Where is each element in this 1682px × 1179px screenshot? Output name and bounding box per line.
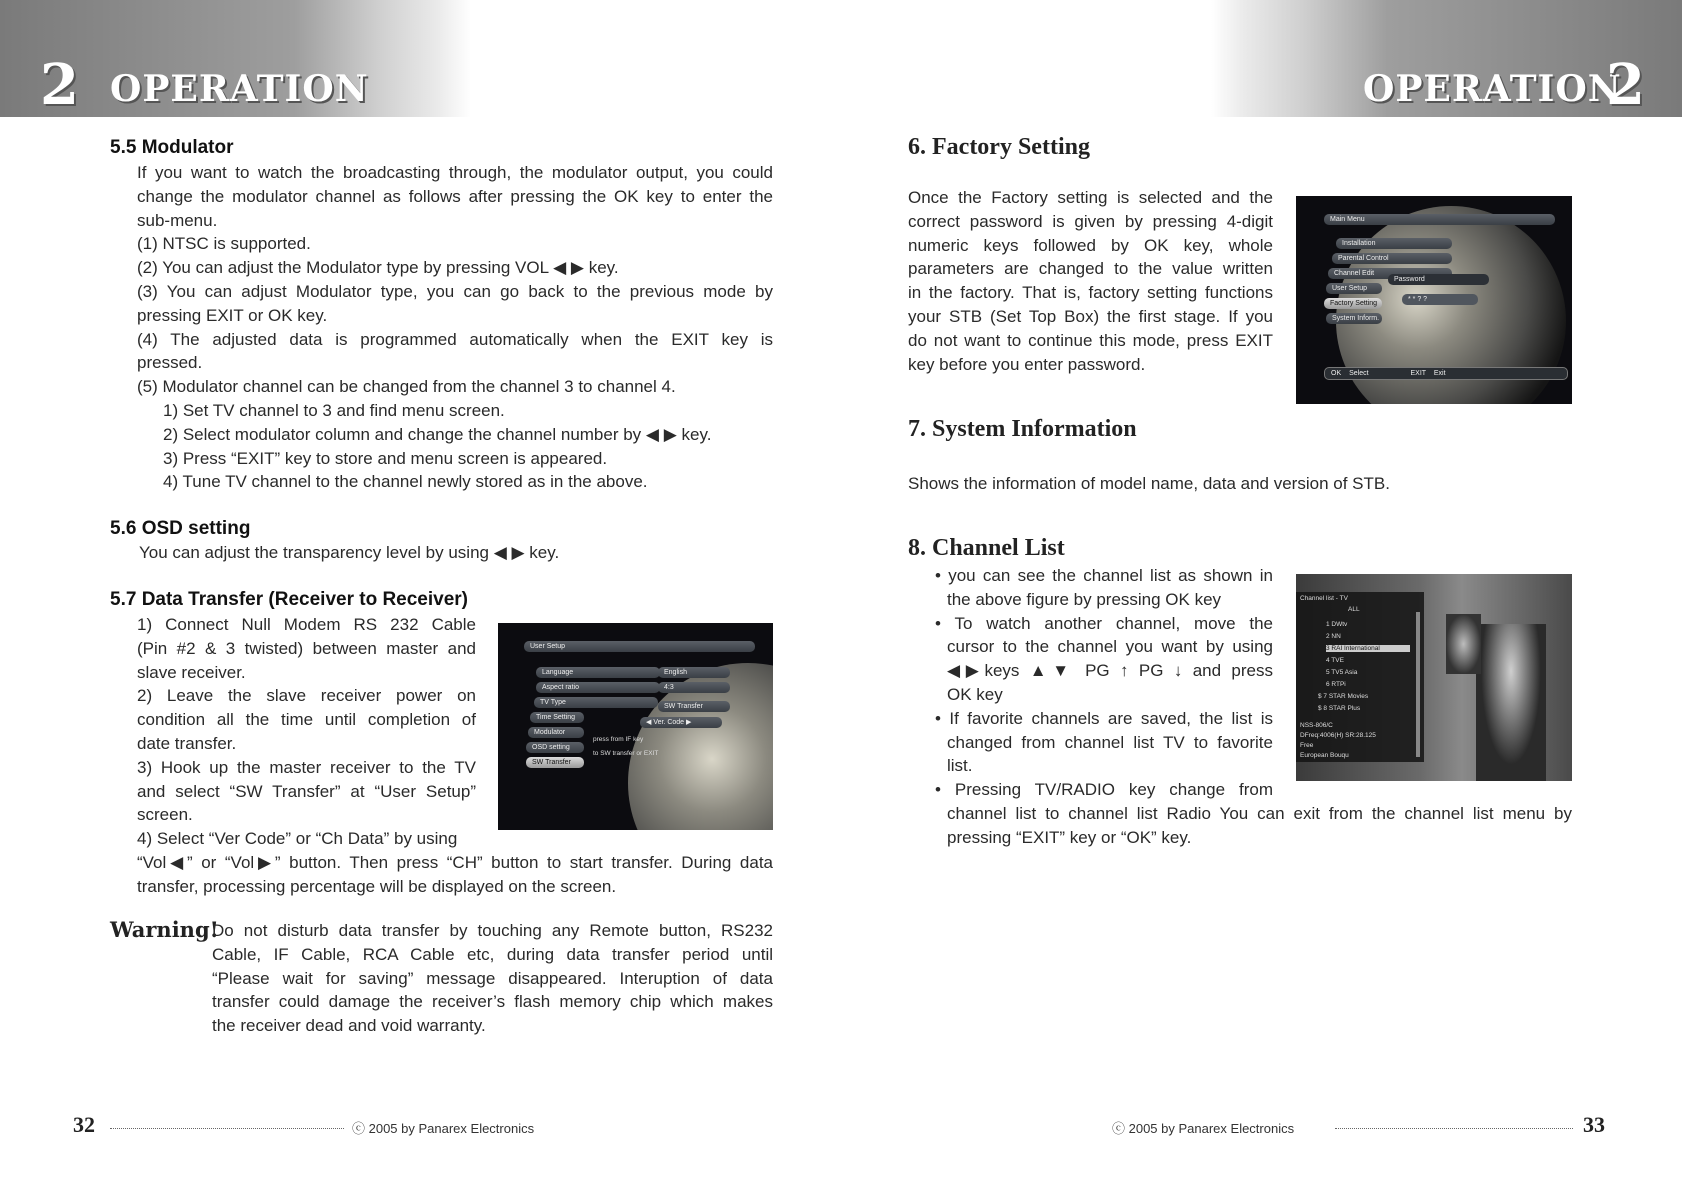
dotted-leader xyxy=(110,1128,344,1129)
text-line: 2) Leave the slave receiver power on xyxy=(137,686,476,706)
menu-value xyxy=(658,682,730,693)
popup-option xyxy=(640,717,722,728)
text-line: numeric keys followed by OK key, whole xyxy=(908,235,1273,255)
text-line: (Pin #2 & 3 twisted) between master and xyxy=(137,638,476,658)
channel-group: ALL xyxy=(1348,606,1360,613)
text-line: transfer, processing percentage will be displayed on the screen. xyxy=(137,876,617,896)
dotted-leader xyxy=(1335,1128,1573,1129)
menu-item xyxy=(530,712,584,723)
text-line: do not want to continue this mode, press EXIT xyxy=(908,330,1273,350)
text-line: 3) Press “EXIT” key to store and menu screen is appeared. xyxy=(163,448,608,468)
menu-item-label: Language xyxy=(542,669,574,676)
channel-row: 5 TV5 Asia xyxy=(1326,669,1358,676)
menu-item xyxy=(1332,253,1452,264)
text-line: Once the Factory setting is selected and the xyxy=(908,188,1273,207)
menu-item-label: Modulator xyxy=(534,729,566,736)
exit-label: Exit xyxy=(1433,370,1446,377)
text-line: your STB (Set Top Box) the first stage. If you xyxy=(908,306,1273,326)
text-line: (4) The adjusted data is programmed automatically when the EXIT key is xyxy=(137,329,773,349)
menu-item xyxy=(536,667,660,678)
data-transfer-continued xyxy=(137,851,773,899)
text-line: in the factory. That is, factory setting functions xyxy=(908,283,1273,303)
text-line: OK key xyxy=(947,684,1003,704)
text-line: parameters are changed to the value written xyxy=(908,259,1273,279)
text-line: 3) Hook up the master receiver to the TV xyxy=(137,757,476,777)
menu-item xyxy=(528,727,584,738)
text-line: (5) Modulator channel can be changed from the channel 3 to channel 4. xyxy=(137,377,676,397)
ok-label: Select xyxy=(1349,370,1369,377)
modulator-steps xyxy=(163,399,711,494)
text-line: 4) Tune TV channel to the channel newly stored as in the above. xyxy=(163,472,648,492)
hint-text: to SW transfer or EXIT xyxy=(593,750,659,757)
menu-value-text: 4:3 xyxy=(664,684,674,691)
page-number: 32 xyxy=(73,1112,95,1137)
text-line: 1) Set TV channel to 3 and find menu screen. xyxy=(163,401,505,420)
section-heading-osd: 5.6 OSD setting xyxy=(110,518,251,539)
warning-text xyxy=(212,919,773,1038)
menu-item-label: Time Setting xyxy=(536,714,576,721)
section-heading-modulator: 5.5 Modulator xyxy=(110,137,234,158)
menu-value xyxy=(658,667,730,678)
menu-item-label: SW Transfer xyxy=(532,759,571,766)
channel-row-selected: 3 RAI International xyxy=(1326,645,1410,652)
right-header-bar xyxy=(841,0,1682,117)
section-heading-channel-list: 8. Channel List xyxy=(908,535,1065,561)
data-transfer-steps xyxy=(137,613,476,851)
menu-title xyxy=(1324,214,1555,225)
text-line: slave receiver. xyxy=(137,662,246,682)
person-image xyxy=(1476,624,1546,781)
main-menu-screenshot xyxy=(1296,196,1572,404)
section-heading-factory-setting: 6. Factory Setting xyxy=(908,134,1090,160)
text-line: correct password is given by pressing 4-digit xyxy=(908,211,1273,231)
scrollbar xyxy=(1416,612,1420,757)
channel-info: Free xyxy=(1300,742,1314,749)
text-line: pressed. xyxy=(137,353,203,373)
password-value: * * ? ? xyxy=(1408,296,1428,303)
menu-item-label: Installation xyxy=(1342,240,1376,247)
menu-item-label: Channel Edit xyxy=(1334,270,1375,277)
channel-row: 1 DWtv xyxy=(1326,621,1348,628)
text-line: 2) Select modulator column and change the channel number by ◀ ▶ key. xyxy=(163,424,712,444)
text-line: screen. xyxy=(137,805,193,825)
password-field xyxy=(1402,294,1478,305)
channel-row: 6 RTPi xyxy=(1326,681,1346,688)
text-line: Do not disturb data transfer by touching any Remote button, RS232 xyxy=(212,921,773,940)
popup-option-text: ◀ Ver. Code ▶ xyxy=(646,719,692,726)
text-line: (3) You can adjust Modulator type, you can go back to the previous mode by xyxy=(137,281,773,301)
channel-list-continued xyxy=(947,802,1572,850)
osd-text: You can adjust the transparency level by using ◀ ▶ key. xyxy=(139,543,560,562)
menu-item-selected xyxy=(1324,298,1382,309)
menu-item-label: OSD setting xyxy=(532,744,570,751)
text-line: If you want to watch the broadcasting through, the modulator output, you could xyxy=(137,163,773,182)
text-line: ◀▶keys ▲▼ PG ↑ PG ↓ and press xyxy=(947,661,1273,681)
text-line: “Please wait for saving” message disappeared. Interuption of data xyxy=(212,968,773,988)
menu-value-text: English xyxy=(664,669,687,676)
text-line: • you can see the channel list as shown in xyxy=(935,566,1273,585)
text-line: (2) You can adjust the Modulator type by pressing VOL ◀ ▶ key. xyxy=(137,258,619,278)
ok-key: OK xyxy=(1331,370,1342,377)
text-line: “Vol◀” or “Vol▶” button. Then press “CH” button to start transfer. During data xyxy=(137,853,773,872)
channel-row: 2 NN xyxy=(1326,633,1341,640)
text-line: cursor to the channel you want by using xyxy=(947,637,1273,657)
menu-item xyxy=(1326,283,1382,294)
menu-item-label: TV Type xyxy=(540,699,566,706)
user-setup-screenshot xyxy=(498,623,773,830)
page-number: 33 xyxy=(1583,1112,1605,1137)
popup-title xyxy=(658,701,730,712)
text-line: and select “SW Transfer” at “User Setup” xyxy=(137,781,476,801)
menu-item-label: System Inform. xyxy=(1332,315,1380,322)
menu-item-label: Aspect ratio xyxy=(542,684,579,691)
system-information-text: Shows the information of model name, data and version of STB. xyxy=(908,474,1390,493)
person-image xyxy=(1446,614,1481,674)
exit-key: EXIT xyxy=(1410,370,1426,377)
text-line: 4) Select “Ver Code” or “Ch Data” by using xyxy=(137,829,458,849)
text-line: list. xyxy=(947,756,973,776)
menu-item-label: Parental Control xyxy=(1338,255,1389,262)
channel-row: 4 TVE xyxy=(1326,657,1344,664)
menu-title-text: Main Menu xyxy=(1330,216,1365,223)
text-line: sub-menu. xyxy=(137,210,218,230)
warning-label: Warning! xyxy=(110,917,219,942)
chapter-title: OPERATION xyxy=(1363,68,1622,110)
menu-item-selected xyxy=(526,757,584,768)
menu-item xyxy=(536,682,660,693)
channel-info: NSS-806/C xyxy=(1300,722,1333,729)
text-line: pressing EXIT or OK key. xyxy=(137,305,328,325)
channel-info: European Bouqu xyxy=(1300,752,1349,759)
channel-list-title: Channel list - TV xyxy=(1300,595,1348,602)
menu-item-label: Factory Setting xyxy=(1330,300,1378,307)
copyright: ⓒ 2005 by Panarex Electronics xyxy=(352,1121,535,1136)
text-line: Cable, IF Cable, RCA Cable etc, during data transfer period until xyxy=(212,944,773,964)
modulator-intro xyxy=(137,161,773,399)
text-line: the above figure by pressing OK key xyxy=(947,589,1222,609)
hint-text: press from IF key xyxy=(593,736,644,743)
text-line: change the modulator channel as follows after pressing the OK key to enter the xyxy=(137,186,773,206)
text-line: transfer could damage the receiver’s flash memory chip which makes xyxy=(212,992,773,1012)
text-line: the receiver dead and void warranty. xyxy=(212,1016,486,1036)
menu-item xyxy=(526,742,584,753)
copyright: ⓒ 2005 by Panarex Electronics xyxy=(1112,1121,1295,1136)
chapter-title: OPERATION xyxy=(110,68,369,110)
text-line: condition all the time until completion of xyxy=(137,710,476,730)
help-bar xyxy=(1324,367,1568,380)
channel-info: DFreq:4006(H) SR:28.125 xyxy=(1300,732,1376,739)
text-line: (1) NTSC is supported. xyxy=(137,234,311,254)
password-title: Password xyxy=(1394,276,1425,283)
text-line: • Pressing TV/RADIO key change from xyxy=(935,780,1273,800)
text-line: channel list to channel list Radio You can exit from the channel list menu by xyxy=(947,804,1572,823)
chapter-number: 2 xyxy=(40,52,79,118)
factory-setting-text xyxy=(908,186,1273,376)
text-line: date transfer. xyxy=(137,733,237,753)
text-line: • To watch another channel, move the xyxy=(935,613,1273,633)
left-header-bar xyxy=(0,0,841,117)
channel-list-screenshot xyxy=(1296,574,1572,781)
channel-row: $ 7 STAR Movies xyxy=(1318,693,1369,700)
popup-title-text: SW Transfer xyxy=(664,703,703,710)
text-line: pressing “EXIT” key or “OK” key. xyxy=(947,827,1192,847)
section-heading-system-information: 7. System Information xyxy=(908,416,1137,442)
text-line: • If favorite channels are saved, the list is xyxy=(935,708,1273,728)
menu-item-label: User Setup xyxy=(1332,285,1368,292)
menu-item xyxy=(1336,238,1452,249)
section-heading-data-transfer: 5.7 Data Transfer (Receiver to Receiver) xyxy=(110,589,469,610)
menu-title-text: User Setup xyxy=(530,643,566,650)
channel-list-panel xyxy=(1296,592,1424,762)
menu-title xyxy=(524,641,755,652)
text-line: key before you enter password. xyxy=(908,354,1146,374)
chapter-number: 2 xyxy=(1606,52,1645,118)
menu-item xyxy=(1326,313,1382,324)
menu-item xyxy=(534,697,658,708)
channel-row: $ 8 STAR Plus xyxy=(1318,705,1361,712)
password-dialog xyxy=(1388,274,1489,285)
text-line: changed from channel list TV to favorite xyxy=(947,732,1273,752)
text-line: 1) Connect Null Modem RS 232 Cable xyxy=(137,615,476,634)
channel-list-bullets xyxy=(935,564,1273,802)
